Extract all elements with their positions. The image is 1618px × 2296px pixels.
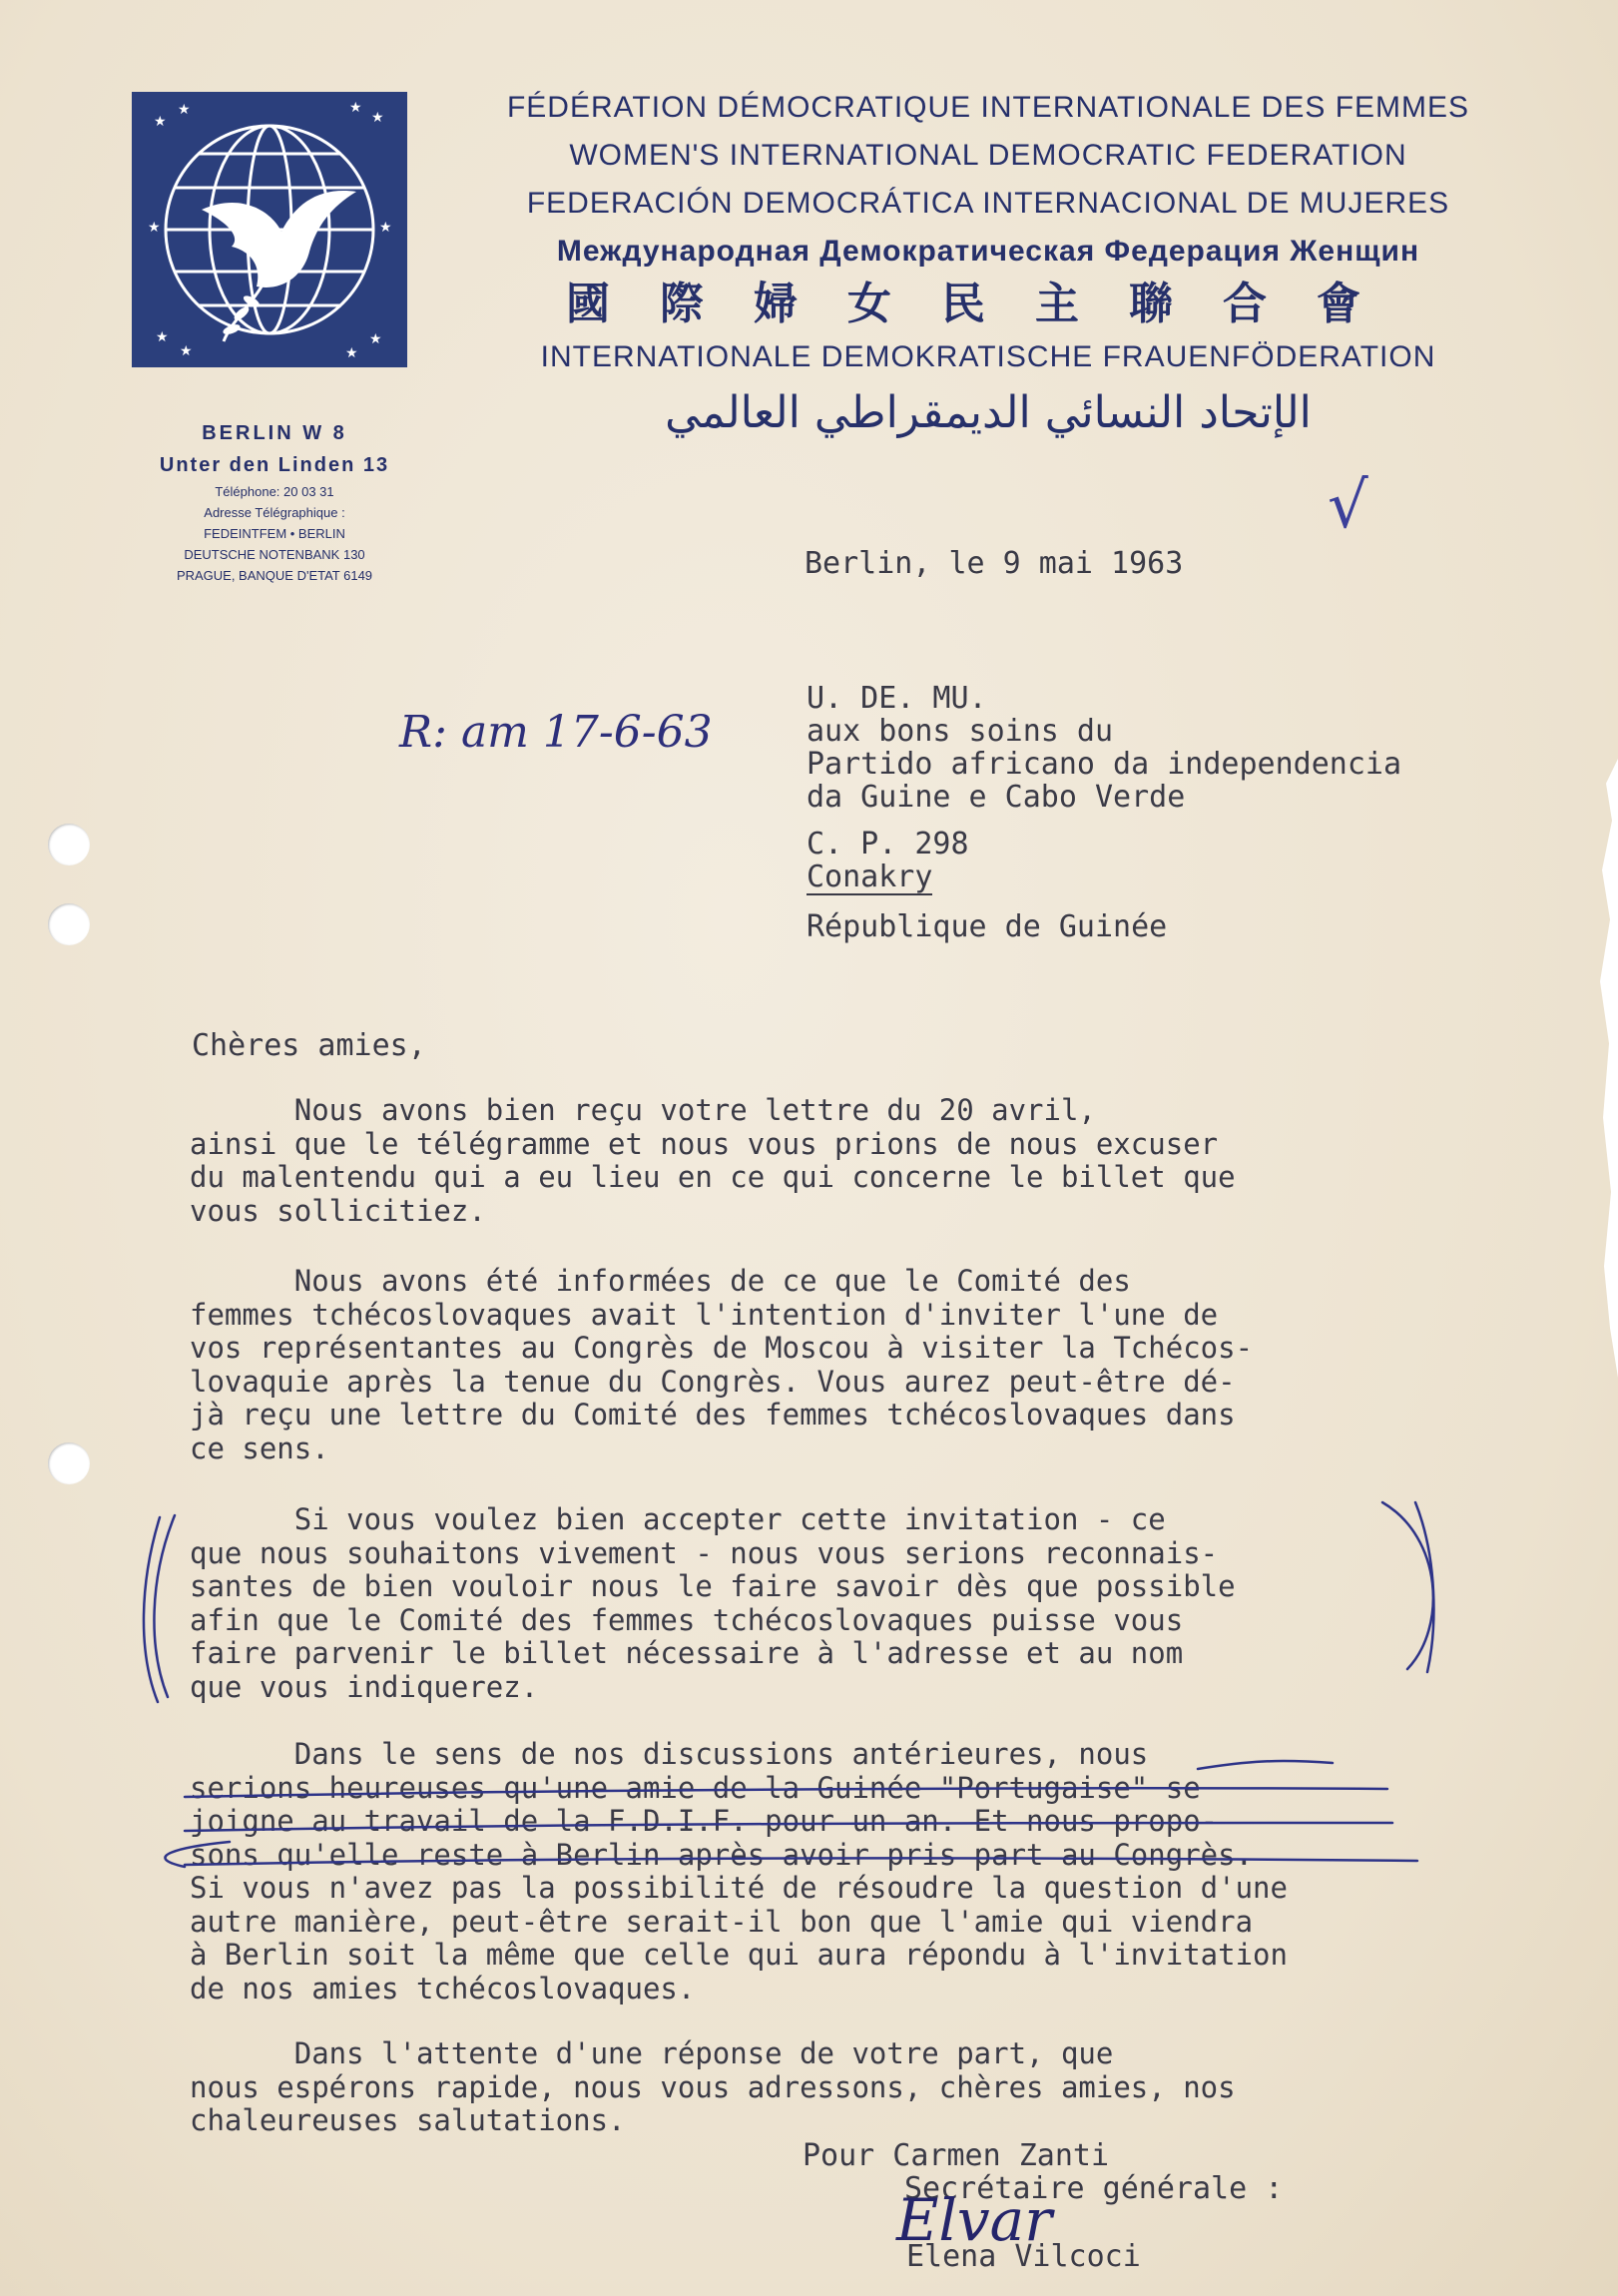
org-name-ar: الإتحاد النسائي الديمقراطي العالمي: [665, 387, 1312, 438]
paragraph-line: Si vous n'avez pas la possibilité de résoudre la question d'une: [190, 1871, 1288, 1905]
address-telegraph-value: FEDEINTFEM • BERLIN: [204, 526, 345, 541]
paragraph: [190, 1503, 1487, 1704]
paragraph-line: Dans le sens de nos discussions antérieures, nous: [190, 1737, 1149, 1771]
recipient-line: République de Guinée: [807, 909, 1168, 944]
paragraph-line: santes de bien vouloir nous le faire savoir dès que possible: [190, 1569, 1236, 1603]
paragraph-line: Nous avons bien reçu votre lettre du 20 avril,: [190, 1093, 1096, 1127]
closing-title: Secrétaire générale :: [904, 2171, 1284, 2206]
checkmark-mark: √: [1328, 469, 1368, 543]
closing-pour: Pour Carmen Zanti: [803, 2138, 1110, 2173]
org-name-en: WOMEN'S INTERNATIONAL DEMOCRATIC FEDERATION: [569, 139, 1407, 172]
paragraph-line: Nous avons été informées de ce que le Comité des: [190, 1264, 1131, 1298]
date-line: Berlin, le 9 mai 1963: [805, 546, 1184, 581]
address-telegraph-label: Adresse Télégraphique :: [204, 505, 345, 520]
paragraph-line: autre manière, peut-être serait-il bon que l'amie qui viendra: [190, 1904, 1254, 1939]
sender-address: [120, 417, 429, 586]
paragraph-line: de nos amies tchécoslovaques.: [190, 1971, 696, 2006]
paragraph-line: ce sens.: [190, 1431, 329, 1465]
org-name-fr: FÉDÉRATION DÉMOCRATIQUE INTERNATIONALE DES FEMMES: [506, 91, 1470, 124]
paragraph-line: chaleureuses salutations.: [190, 2103, 626, 2137]
recipient-line: C. P. 298: [807, 827, 969, 861]
paragraph-line: sons qu'elle reste à Berlin après avoir pris part au Congrès.: [190, 1837, 1254, 1872]
svg-text:★: ★: [379, 220, 392, 236]
address-bank-berlin: DEUTSCHE NOTENBANK 130: [184, 547, 365, 562]
punch-hole: [48, 903, 90, 945]
svg-text:★: ★: [148, 220, 161, 236]
paragraph: [190, 1738, 1487, 2006]
svg-text:★: ★: [156, 329, 169, 345]
paragraph-line: Dans l'attente d'une réponse de votre part, que: [190, 2036, 1114, 2070]
paragraph-line: Si vous voulez bien accepter cette invitation - ce: [190, 1502, 1166, 1536]
handwritten-reply-note: R: am 17-6-63: [399, 707, 713, 758]
svg-text:★: ★: [371, 110, 384, 126]
svg-text:★: ★: [180, 343, 193, 359]
org-name-ru: Международная Демократическая Федерация Женщин: [556, 235, 1420, 268]
paragraph-line: afin que le Comité des femmes tchécoslovaques puisse vous: [190, 1602, 1184, 1637]
left-bracket-mark: [144, 1517, 160, 1702]
org-name-zh: 國際婦女民主聯合會: [566, 280, 1410, 328]
paragraph: [190, 2037, 1487, 2138]
letterhead-names: [479, 84, 1497, 445]
paragraph-line: ainsi que le télégramme et nous vous prions de nous excuser: [190, 1126, 1219, 1161]
paragraph: [190, 1265, 1487, 1465]
left-bracket-mark: [154, 1515, 175, 1697]
svg-text:★: ★: [154, 114, 167, 130]
punch-hole: [48, 1442, 90, 1484]
handwritten-signature: Elvar: [896, 2186, 1052, 2254]
signer-name: Elena Vilcoci: [906, 2239, 1141, 2274]
address-street: Unter den Linden 13: [159, 454, 390, 476]
address-city: BERLIN W 8: [202, 422, 347, 444]
paragraph-line: à Berlin soit la même que celle qui aura répondu à l'invitation: [190, 1938, 1288, 1972]
federation-logo: [132, 92, 407, 367]
paragraph-line: vous sollicitiez.: [190, 1193, 486, 1228]
address-telephone: Téléphone: 20 03 31: [215, 484, 334, 499]
paragraph-line: serions heureuses qu'une amie de la Guinée "Portugaise" se: [190, 1770, 1201, 1805]
paragraph-line: jà reçu une lettre du Comité des femmes tchécoslovaques dans: [190, 1398, 1236, 1432]
paragraph: [190, 1094, 1487, 1228]
paragraph-line: nous espérons rapide, nous vous adressons, chères amies, nos: [190, 2069, 1236, 2104]
globe-dove-emblem: [132, 92, 407, 367]
svg-text:★: ★: [349, 100, 362, 116]
address-bank-prague: PRAGUE, BANQUE D'ETAT 6149: [176, 568, 373, 583]
paragraph-line: du malentendu qui a eu lieu en ce qui concerne le billet que: [190, 1160, 1236, 1194]
svg-text:★: ★: [345, 345, 358, 361]
recipient-city: Conakry: [807, 860, 933, 894]
org-name-es: FEDERACIÓN DEMOCRÁTICA INTERNACIONAL DE MUJERES: [526, 187, 1450, 220]
paragraph-line: joigne au travail de la F.D.I.F. pour un an. Et nous propo-: [190, 1804, 1219, 1838]
paragraph-line: que nous souhaitons vivement - nous vous serions reconnais-: [190, 1535, 1219, 1570]
recipient-line: Partido africano da independencia: [807, 747, 1402, 782]
recipient-line: da Guine e Cabo Verde: [807, 780, 1186, 815]
svg-text:★: ★: [369, 331, 382, 347]
salutation: Chères amies,: [192, 1028, 426, 1063]
paragraph-line: lovaquie après la tenue du Congrès. Vous aurez peut-être dé-: [190, 1364, 1236, 1399]
paragraph-line: faire parvenir le billet nécessaire à l'adresse et au nom: [190, 1636, 1184, 1670]
paragraph-line: vos représentantes au Congrès de Moscou à visiter la Tchécos-: [190, 1331, 1254, 1365]
paragraph-line: femmes tchécoslovaques avait l'intention d'inviter l'une de: [190, 1297, 1219, 1332]
svg-text:★: ★: [178, 102, 191, 118]
punch-hole: [48, 824, 90, 865]
recipient-line: U. DE. MU.: [807, 681, 987, 716]
recipient-line: aux bons soins du: [807, 714, 1114, 749]
paragraph-line: que vous indiquerez.: [190, 1669, 539, 1704]
org-name-de: INTERNATIONALE DEMOKRATISCHE FRAUENFÖDERATION: [540, 340, 1436, 373]
torn-edge: [1598, 759, 1618, 1378]
